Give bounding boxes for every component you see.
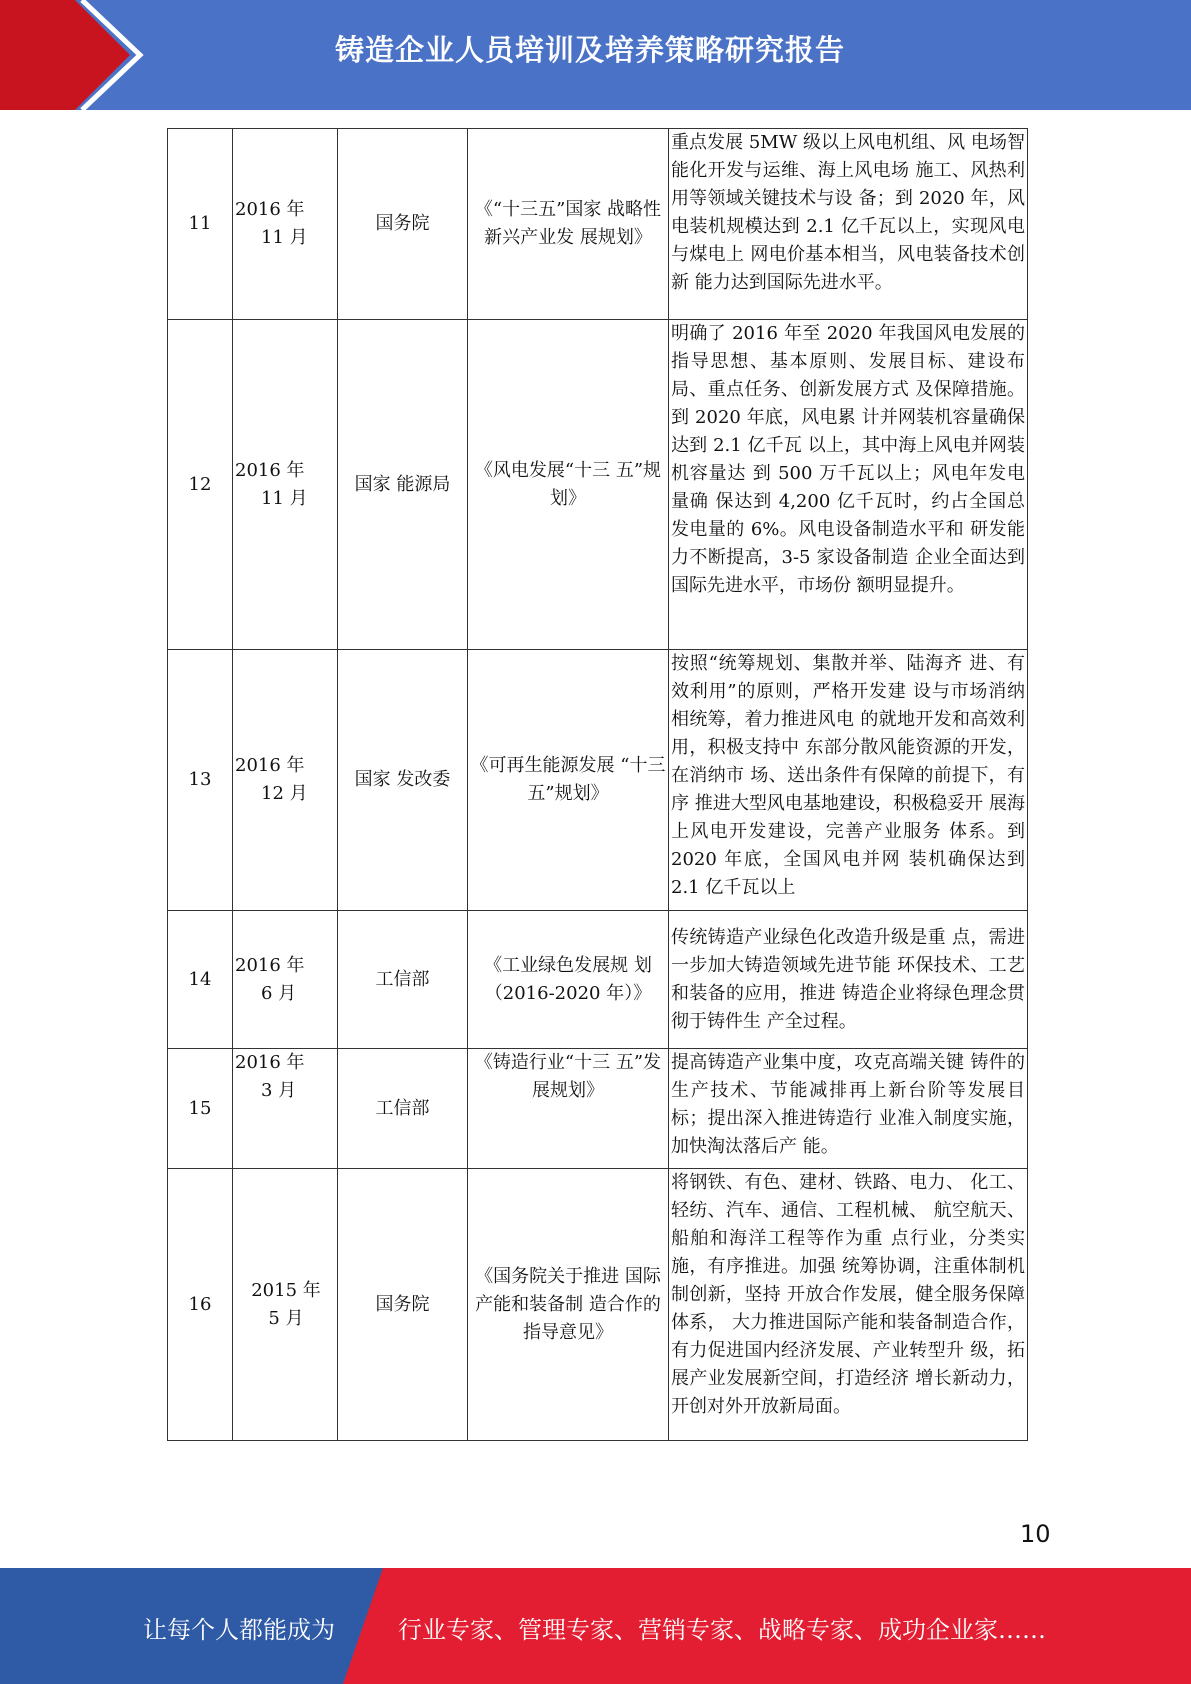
row-date — [233, 1169, 338, 1441]
row-date — [233, 129, 338, 320]
row-organization: 工信部 — [338, 1049, 468, 1169]
header-title: 铸造企业人员培训及培养策略研究报告 — [335, 33, 846, 67]
table-row — [168, 650, 1028, 911]
row-date — [233, 320, 338, 650]
row-description-text: 传统铸造产业绿色化改造升级是重 点，需进一步加大铸造领域先进节能 环保技术、工艺和装备的应用，推进 铸造企业将绿色理念贯彻于铸件生 产全过程。 — [671, 926, 1025, 1032]
row-date-year: 2015 年 — [251, 1279, 321, 1301]
table-row — [168, 1169, 1028, 1441]
page-number: 10 — [1020, 1520, 1051, 1548]
page-footer — [0, 1568, 1191, 1684]
row-date-year: 2016 年 — [235, 199, 305, 220]
row-description-text: 提高铸造产业集中度，攻克高端关键 铸件的生产技术、节能减排再上新台阶等发展目标；提出深入推进铸造行 业准入制度实施，加快淘汰落后产 能。 — [671, 1052, 1025, 1157]
row-description-text: 将钢铁、有色、建材、铁路、电力、 化工、轻纺、汽车、通信、工程机械、 航空航天、船舶和海洋工程等作为重 点行业，分类实施，有序推进。加强 统筹协调，注重体制机制创新，坚持 开放合作发展，健全服务保障体系， 大力推进国际产能和装备制造合作， 有力促进国内经济发展、产业转型升 级，拓展产业发展新空间，打造经济 增长新动力，开创对外开放新局面。 — [671, 1172, 1025, 1417]
row-index: 12 — [168, 320, 233, 650]
row-description — [669, 911, 1028, 1049]
row-organization: 国务院 — [338, 129, 468, 320]
row-date — [233, 1049, 338, 1169]
row-index: 11 — [168, 129, 233, 320]
row-document-text: 《铸造行业“十三 五”发展规划》 — [474, 1052, 662, 1101]
row-date-year: 2016 年 — [235, 755, 305, 776]
row-description — [669, 129, 1028, 320]
row-document-text: 《工业绿色发展规 划（2016-2020 年）》 — [484, 954, 652, 1004]
table-row — [168, 320, 1028, 650]
row-document-text: 《风电发展“十三 五”规划》 — [474, 459, 662, 509]
row-date-month: 6 月 — [261, 982, 297, 1004]
row-organization: 国务院 — [338, 1169, 468, 1441]
footer-slogan-right: 行业专家、管理专家、营销专家、战略专家、成功企业家…… — [398, 1616, 1046, 1644]
footer-slogan-left: 让每个人都能成为 — [143, 1616, 335, 1644]
row-description-text: 明确了 2016 年至 2020 年我国风电发展的指导思想、基本原则、发展目标、建设布局、重点任务、创新发展方式 及保障措施。到 2020 年底，风电累 计并网装机容量确保达到 2.1 亿千瓦 以上，其中海上风电并网装机容量达 到 500 万千瓦以上；风电年发电量确 保达到 4,200 亿千瓦时，约占全国总 发电量的 6%。风电设备制造水平和 研发能力不断提高，3-5 家设备制造 企业全面达到国际先进水平，市场份 额明显提升。 — [671, 323, 1025, 596]
row-document-text: 《“十三五”国家 战略性新兴产业发 展规划》 — [474, 199, 662, 248]
row-document — [468, 650, 669, 911]
row-date-year: 2016 年 — [235, 1052, 305, 1073]
header-arrow-decoration — [0, 0, 160, 110]
row-date-month: 3 月 — [261, 1080, 297, 1101]
row-document — [468, 129, 669, 320]
row-description — [669, 1169, 1028, 1441]
row-description-text: 按照“统筹规划、集散并举、陆海齐 进、有效利用”的原则，严格开发建 设与市场消纳相统筹，着力推进风电 的就地开发和高效利用，积极支持中 东部分散风能资源的开发，在消纳市 场、送出条件有保障的前提下，有序 推进大型风电基地建设，积极稳妥开 展海上风电开发建设，完善产业服务 体系。到 2020 年底，全国风电并网 装机确保达到 2.1 亿千瓦以上 — [671, 653, 1025, 898]
row-date-month: 11 月 — [261, 227, 308, 248]
table-row — [168, 1049, 1028, 1169]
page-header — [0, 0, 1191, 110]
row-date-month: 12 月 — [261, 783, 308, 804]
table-row — [168, 129, 1028, 320]
row-organization: 工信部 — [338, 911, 468, 1049]
row-document-text: 《可再生能源发展 “十三五”规划》 — [470, 755, 666, 804]
row-description — [669, 650, 1028, 911]
row-organization: 国家 能源局 — [338, 320, 468, 650]
row-document — [468, 1049, 669, 1169]
row-description — [669, 1049, 1028, 1169]
row-description — [669, 320, 1028, 650]
row-index: 15 — [168, 1049, 233, 1169]
policy-table — [167, 128, 1028, 1441]
row-index: 13 — [168, 650, 233, 911]
row-date-year: 2016 年 — [235, 954, 305, 976]
row-document-text: 《国务院关于推进 国际产能和装备制 造合作的指导意见》 — [475, 1265, 661, 1343]
row-index: 16 — [168, 1169, 233, 1441]
row-date-month: 11 月 — [261, 487, 308, 509]
row-organization: 国家 发改委 — [338, 650, 468, 911]
row-date — [233, 650, 338, 911]
row-index: 14 — [168, 911, 233, 1049]
row-date-month: 5 月 — [268, 1307, 304, 1329]
row-description-text: 重点发展 5MW 级以上风电机组、风 电场智能化开发与运维、海上风电场 施工、风热利用等领域关键技术与设 备；到 2020 年，风电装机规模达到 2.1 亿千瓦以上，实现风电与煤电上 网电价基本相当，风电装备技术创新 能力达到国际先进水平。 — [671, 132, 1025, 293]
row-document — [468, 911, 669, 1049]
row-document — [468, 1169, 669, 1441]
table-row — [168, 911, 1028, 1049]
row-date-year: 2016 年 — [235, 459, 305, 481]
row-date — [233, 911, 338, 1049]
row-document — [468, 320, 669, 650]
